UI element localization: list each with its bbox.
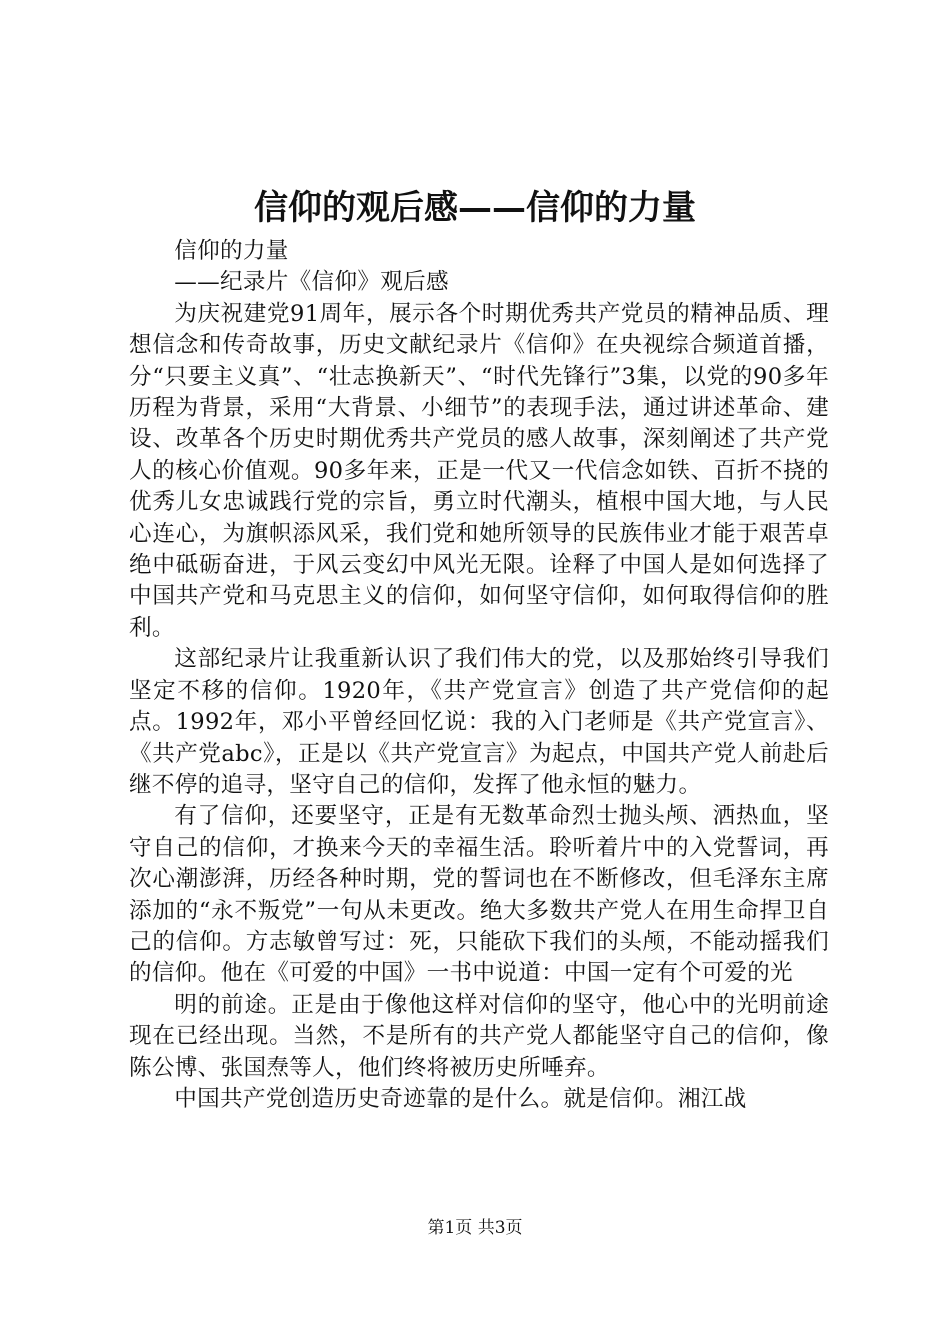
document-title: 信仰的观后感——信仰的力量: [254, 188, 696, 228]
body-paragraph: 明的前途。正是由于像他这样对信仰的坚守，他心中的光明前途现在已经出现。当然，不是所有的共产党人都能坚守自己的信仰，像陈公博、张国焘等人，他们终将被历史所唾弃。: [129, 991, 829, 1081]
page-number-footer: 第1页 共3页: [427, 1218, 523, 1238]
subtitle-line: 信仰的力量: [174, 238, 289, 264]
source-line: ——纪录片《信仰》观后感: [174, 269, 449, 296]
body-paragraph: 这部纪录片让我重新认识了我们伟大的党，以及那始终引导我们坚定不移的信仰。1920年，《共产党宣言》创造了共产党信仰的起点。1992年，邓小平曾经回忆说：我的入门老师是《共产党宣言》、《共产党abc》，正是以《共产党宣言》为起点，中国共产党人前赴后继不停的追寻，坚守自己的信仰，发挥了他永恒的魅力。: [129, 646, 829, 798]
document-body: [129, 236, 829, 1115]
body-paragraph: 中国共产党创造历史奇迹靠的是什么。就是信仰。湘江战: [174, 1085, 747, 1112]
body-paragraph: 有了信仰，还要坚守，正是有无数革命烈士抛头颅、洒热血，坚守自己的信仰，才换来今天的幸福生活。聆听着片中的入党誓词，再次心潮澎湃，历经各种时期，党的誓词也在不断修改，但毛泽东主席添加的“永不叛党”一句从未更改。绝大多数共产党人在用生命捍卫自己的信仰。方志敏曾写过：死，只能砍下我们的头颅，不能动摇我们的信仰。他在《可爱的中国》一书中说道：中国一定有个可爱的光: [129, 803, 829, 987]
body-paragraph: 为庆祝建党91周年，展示各个时期优秀共产党员的精神品质、理想信念和传奇故事，历史文献纪录片《信仰》在央视综合频道首播，分“只要主义真”、“壮志换新天”、“时代先锋行”3集，以党的90多年历程为背景，采用“大背景、小细节”的表现手法，通过讲述革命、建设、改革各个历史时期优秀共产党员的感人故事，深刻阐述了共产党人的核心价值观。90多年来，正是一代又一代信念如铁、百折不挠的优秀儿女忠诚践行党的宗旨，勇立时代潮头，植根中国大地，与人民心连心，为旗帜添风采，我们党和她所领导的民族伟业才能于艰苦卓绝中砥砺奋进，于风云变幻中风光无限。诠释了中国人是如何选择了中国共产党和马克思主义的信仰，如何坚守信仰，如何取得信仰的胜利。: [129, 300, 829, 641]
